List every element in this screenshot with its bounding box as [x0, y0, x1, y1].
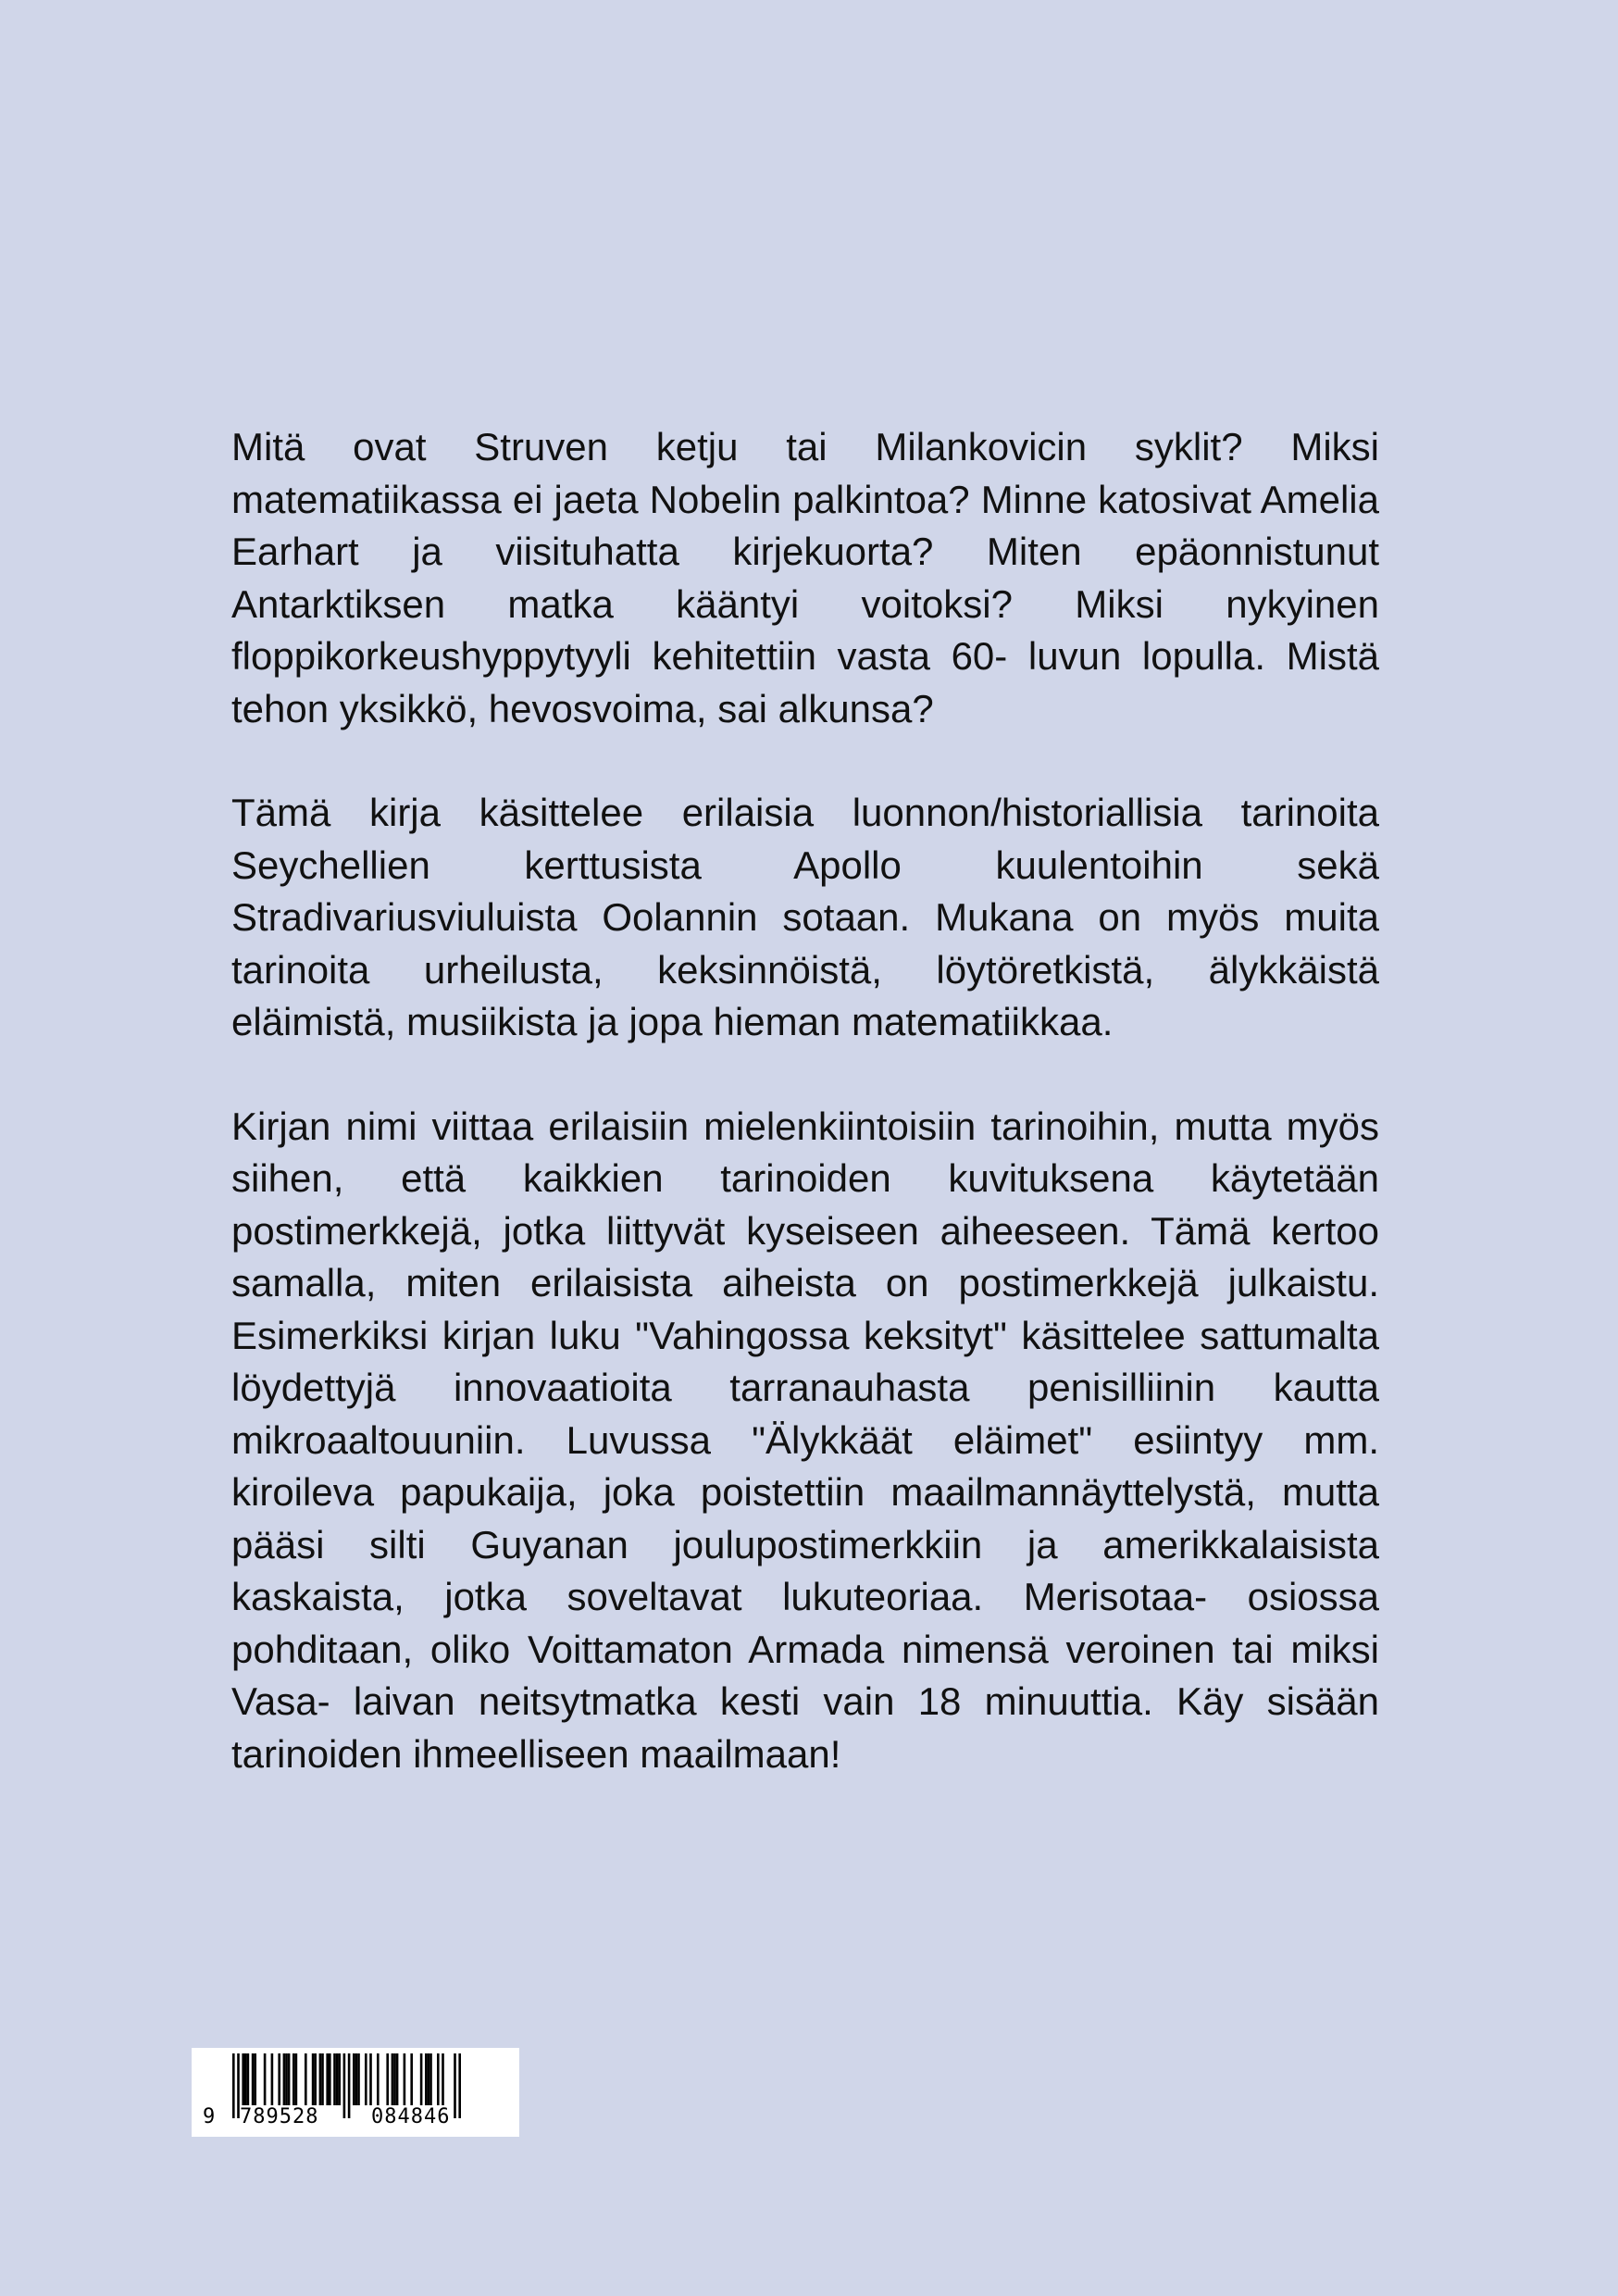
barcode-left-digits: 789528 — [240, 2105, 319, 2128]
paragraph-book-title-meaning: Kirjan nimi viittaa erilaisiin mielenkiintoisiin tarinoihin, mutta myös siihen, että kaikkien tarinoiden kuvituksena käytetään postimerkkejä, jotka liittyvät kyseiseen aiheeseen. Tämä kertoo samalla, miten erilaisista aiheista on postimerkkejä julkaistu. Esimerkiksi kirjan luku "Vahingossa keksityt" käsittelee sattumalta löydettyjä innovaatioita tarranauhasta penisilliinin kautta mikroaaltouuniin. Luvussa "Älykkäät eläimet" esiintyy mm. kiroileva papukaija, joka poistettiin maailmannäyttelystä, mutta pääsi silti Guyanan joulupostimerkkiin ja amerikkalaisista kaskaista, jotka soveltavat lukuteoriaa. Merisotaa- osiossa pohditaan, oliko Voittamaton Armada nimensä veroinen tai miksi Vasa- laivan neitsytmatka kesti vain 18 minuuttia. Käy sisään tarinoiden ihmeelliseen maailmaan! — [231, 1104, 1379, 1776]
barcode-bar — [312, 2053, 315, 2105]
barcode-bar — [319, 2053, 322, 2105]
barcode-bar — [336, 2053, 339, 2105]
barcode-bar — [329, 2053, 331, 2105]
barcode-bar — [242, 2053, 244, 2105]
barcode-bar — [254, 2053, 256, 2105]
barcode-bar — [305, 2053, 307, 2105]
barcode-bar — [410, 2053, 413, 2105]
barcode-bar — [326, 2053, 329, 2105]
barcode-bar — [321, 2053, 324, 2105]
barcode-bar — [357, 2053, 360, 2105]
barcode-bar — [365, 2053, 367, 2105]
barcode-bar — [285, 2053, 288, 2105]
barcode-bar — [283, 2053, 286, 2105]
barcode-bar — [429, 2053, 432, 2105]
barcode-bar — [247, 2053, 250, 2105]
barcode-right-digits: 084846 — [371, 2105, 451, 2128]
barcode-bar — [386, 2053, 389, 2105]
barcode-bar — [278, 2053, 280, 2105]
isbn-barcode — [192, 2048, 519, 2137]
barcode-bar — [288, 2053, 291, 2105]
barcode-bar — [333, 2053, 336, 2105]
barcode-bar — [377, 2053, 380, 2105]
barcode-bar — [420, 2053, 423, 2105]
barcode-bar — [252, 2053, 255, 2105]
barcode-bar — [442, 2053, 444, 2105]
barcode-bar — [437, 2053, 440, 2105]
barcode-bar — [232, 2053, 235, 2118]
barcode-bar — [428, 2053, 430, 2105]
barcode-bar — [392, 2053, 394, 2105]
barcode-bar — [292, 2053, 295, 2105]
back-cover-text — [231, 421, 1379, 1832]
barcode-bar — [355, 2053, 358, 2105]
barcode-bar — [271, 2053, 274, 2105]
barcode-lead-digit: 9 — [203, 2105, 216, 2128]
paragraph-book-topics: Tämä kirja käsittelee erilaisia luonnon/historiallisia tarinoita Seychellien kerttusista Apollo kuulentoihin sekä Stradivariusviuluista Oolannin sotaan. Mukana on myös muita tarinoita urheilusta, keksinnöistä, löytöretkistä, älykkäistä eläimistä, musiikista ja jopa hieman matematiikkaa. — [231, 791, 1379, 1043]
barcode-bar — [425, 2053, 428, 2105]
barcode-bar — [244, 2053, 247, 2105]
barcode-bar — [353, 2053, 355, 2105]
barcode-bar — [338, 2053, 341, 2105]
barcode-bar — [295, 2053, 298, 2105]
paragraph-intro-questions: Mitä ovat Struven ketju tai Milankovicin syklit? Miksi matematiikassa ei jaeta Nobelin palkintoa? Minne katosivat Amelia Earhart ja viisituhatta kirjekuorta? Miten epäonnistunut Antarktiksen matka kääntyi voitoksi? Miksi nykyinen floppikorkeushyppytyyli kehitettiin vasta 60- luvun lopulla. Mistä tehon yksikkö, hevosvoima, sai alkunsa? — [231, 425, 1379, 730]
barcode-bar — [393, 2053, 396, 2105]
barcode-bar — [369, 2053, 372, 2105]
barcode-bar — [314, 2053, 317, 2105]
barcode-bar — [404, 2053, 406, 2105]
barcode-bar — [396, 2053, 399, 2105]
barcode-bar — [264, 2053, 267, 2105]
